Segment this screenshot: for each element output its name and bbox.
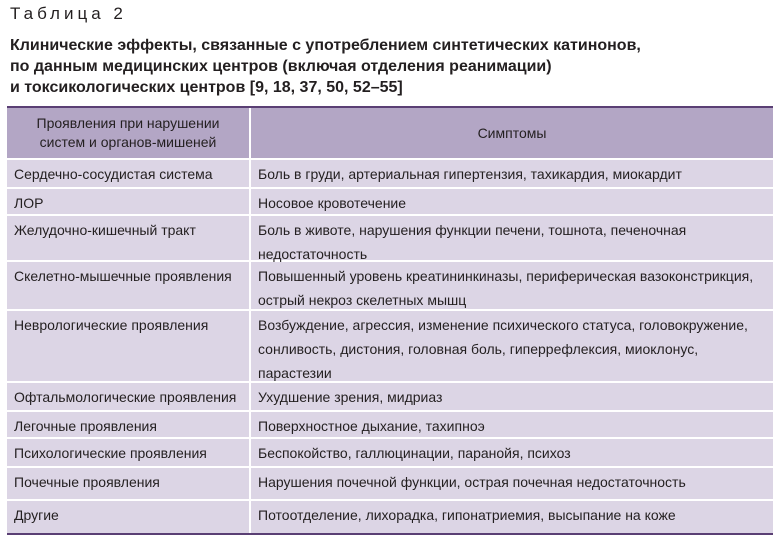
system-cell: ЛОР bbox=[7, 189, 251, 214]
system-cell: Другие bbox=[7, 501, 251, 533]
system-cell: Желудочно-кишечный тракт bbox=[7, 216, 251, 260]
system-cell: Легочные проявления bbox=[7, 412, 251, 437]
symptoms-cell: Боль в животе, нарушения функции печени, тошнота, печеночная недостаточность bbox=[258, 222, 687, 262]
symptoms-cell: Возбуждение, агрессия, изменение психического статуса, головокружение, сонливость, дистония, головная боль, гиперрефлексия, миоклонус, парастезии bbox=[258, 317, 748, 381]
table-header-row bbox=[7, 108, 773, 160]
system-cell: Психологические проявления bbox=[7, 439, 251, 466]
system-cell: Почечные проявления bbox=[7, 468, 251, 499]
header-system-cell bbox=[7, 108, 251, 158]
table-row bbox=[7, 262, 773, 311]
header-symptoms-cell: Симптомы bbox=[477, 125, 547, 141]
caption-line-2: по данным медицинских центров (включая отделения реанимации) bbox=[10, 58, 552, 75]
table-row bbox=[7, 311, 773, 383]
symptoms-cell: Боль в груди, артериальная гипертензия, тахикардия, миокардит bbox=[258, 166, 682, 182]
caption-line-3: и токсикологических центров [9, 18, 37, 50, 52–55] bbox=[10, 79, 403, 96]
system-cell: Сердечно-сосудистая система bbox=[7, 160, 251, 187]
symptoms-cell: Поверхностное дыхание, тахипноэ bbox=[258, 418, 485, 434]
table-caption bbox=[10, 35, 770, 98]
symptoms-cell: Ухудшение зрения, мидриаз bbox=[258, 389, 443, 405]
table-row bbox=[7, 439, 773, 468]
table-label: Таблица 2 bbox=[10, 4, 127, 23]
symptoms-cell: Повышенный уровень креатининкиназы, периферическая вазоконстрикция, острый некроз скелетных мышц bbox=[258, 268, 754, 308]
table-row bbox=[7, 189, 773, 216]
table-row bbox=[7, 468, 773, 501]
symptoms-cell: Потоотделение, лихорадка, гипонатриемия, высыпание на коже bbox=[258, 507, 676, 523]
system-cell: Скелетно-мышечные проявления bbox=[7, 262, 251, 309]
table-row bbox=[7, 501, 773, 533]
symptoms-cell: Беспокойство, галлюцинации, паранойя, психоз bbox=[258, 445, 571, 461]
system-cell: Неврологические проявления bbox=[7, 311, 251, 381]
symptoms-cell: Нарушения почечной функции, острая почечная недостаточность bbox=[258, 474, 686, 490]
table-row bbox=[7, 160, 773, 189]
table-row bbox=[7, 383, 773, 412]
table-row bbox=[7, 412, 773, 439]
header-system-line-2: систем и органов-мишеней bbox=[39, 134, 217, 150]
symptoms-cell: Носовое кровотечение bbox=[258, 195, 407, 211]
caption-line-1: Клинические эффекты, связанные с употреблением синтетических катинонов, bbox=[10, 37, 641, 54]
table-row bbox=[7, 216, 773, 262]
system-cell: Офтальмологические проявления bbox=[7, 383, 251, 410]
symptoms-table bbox=[7, 106, 773, 535]
header-system-line-1: Проявления при нарушении bbox=[36, 115, 220, 131]
